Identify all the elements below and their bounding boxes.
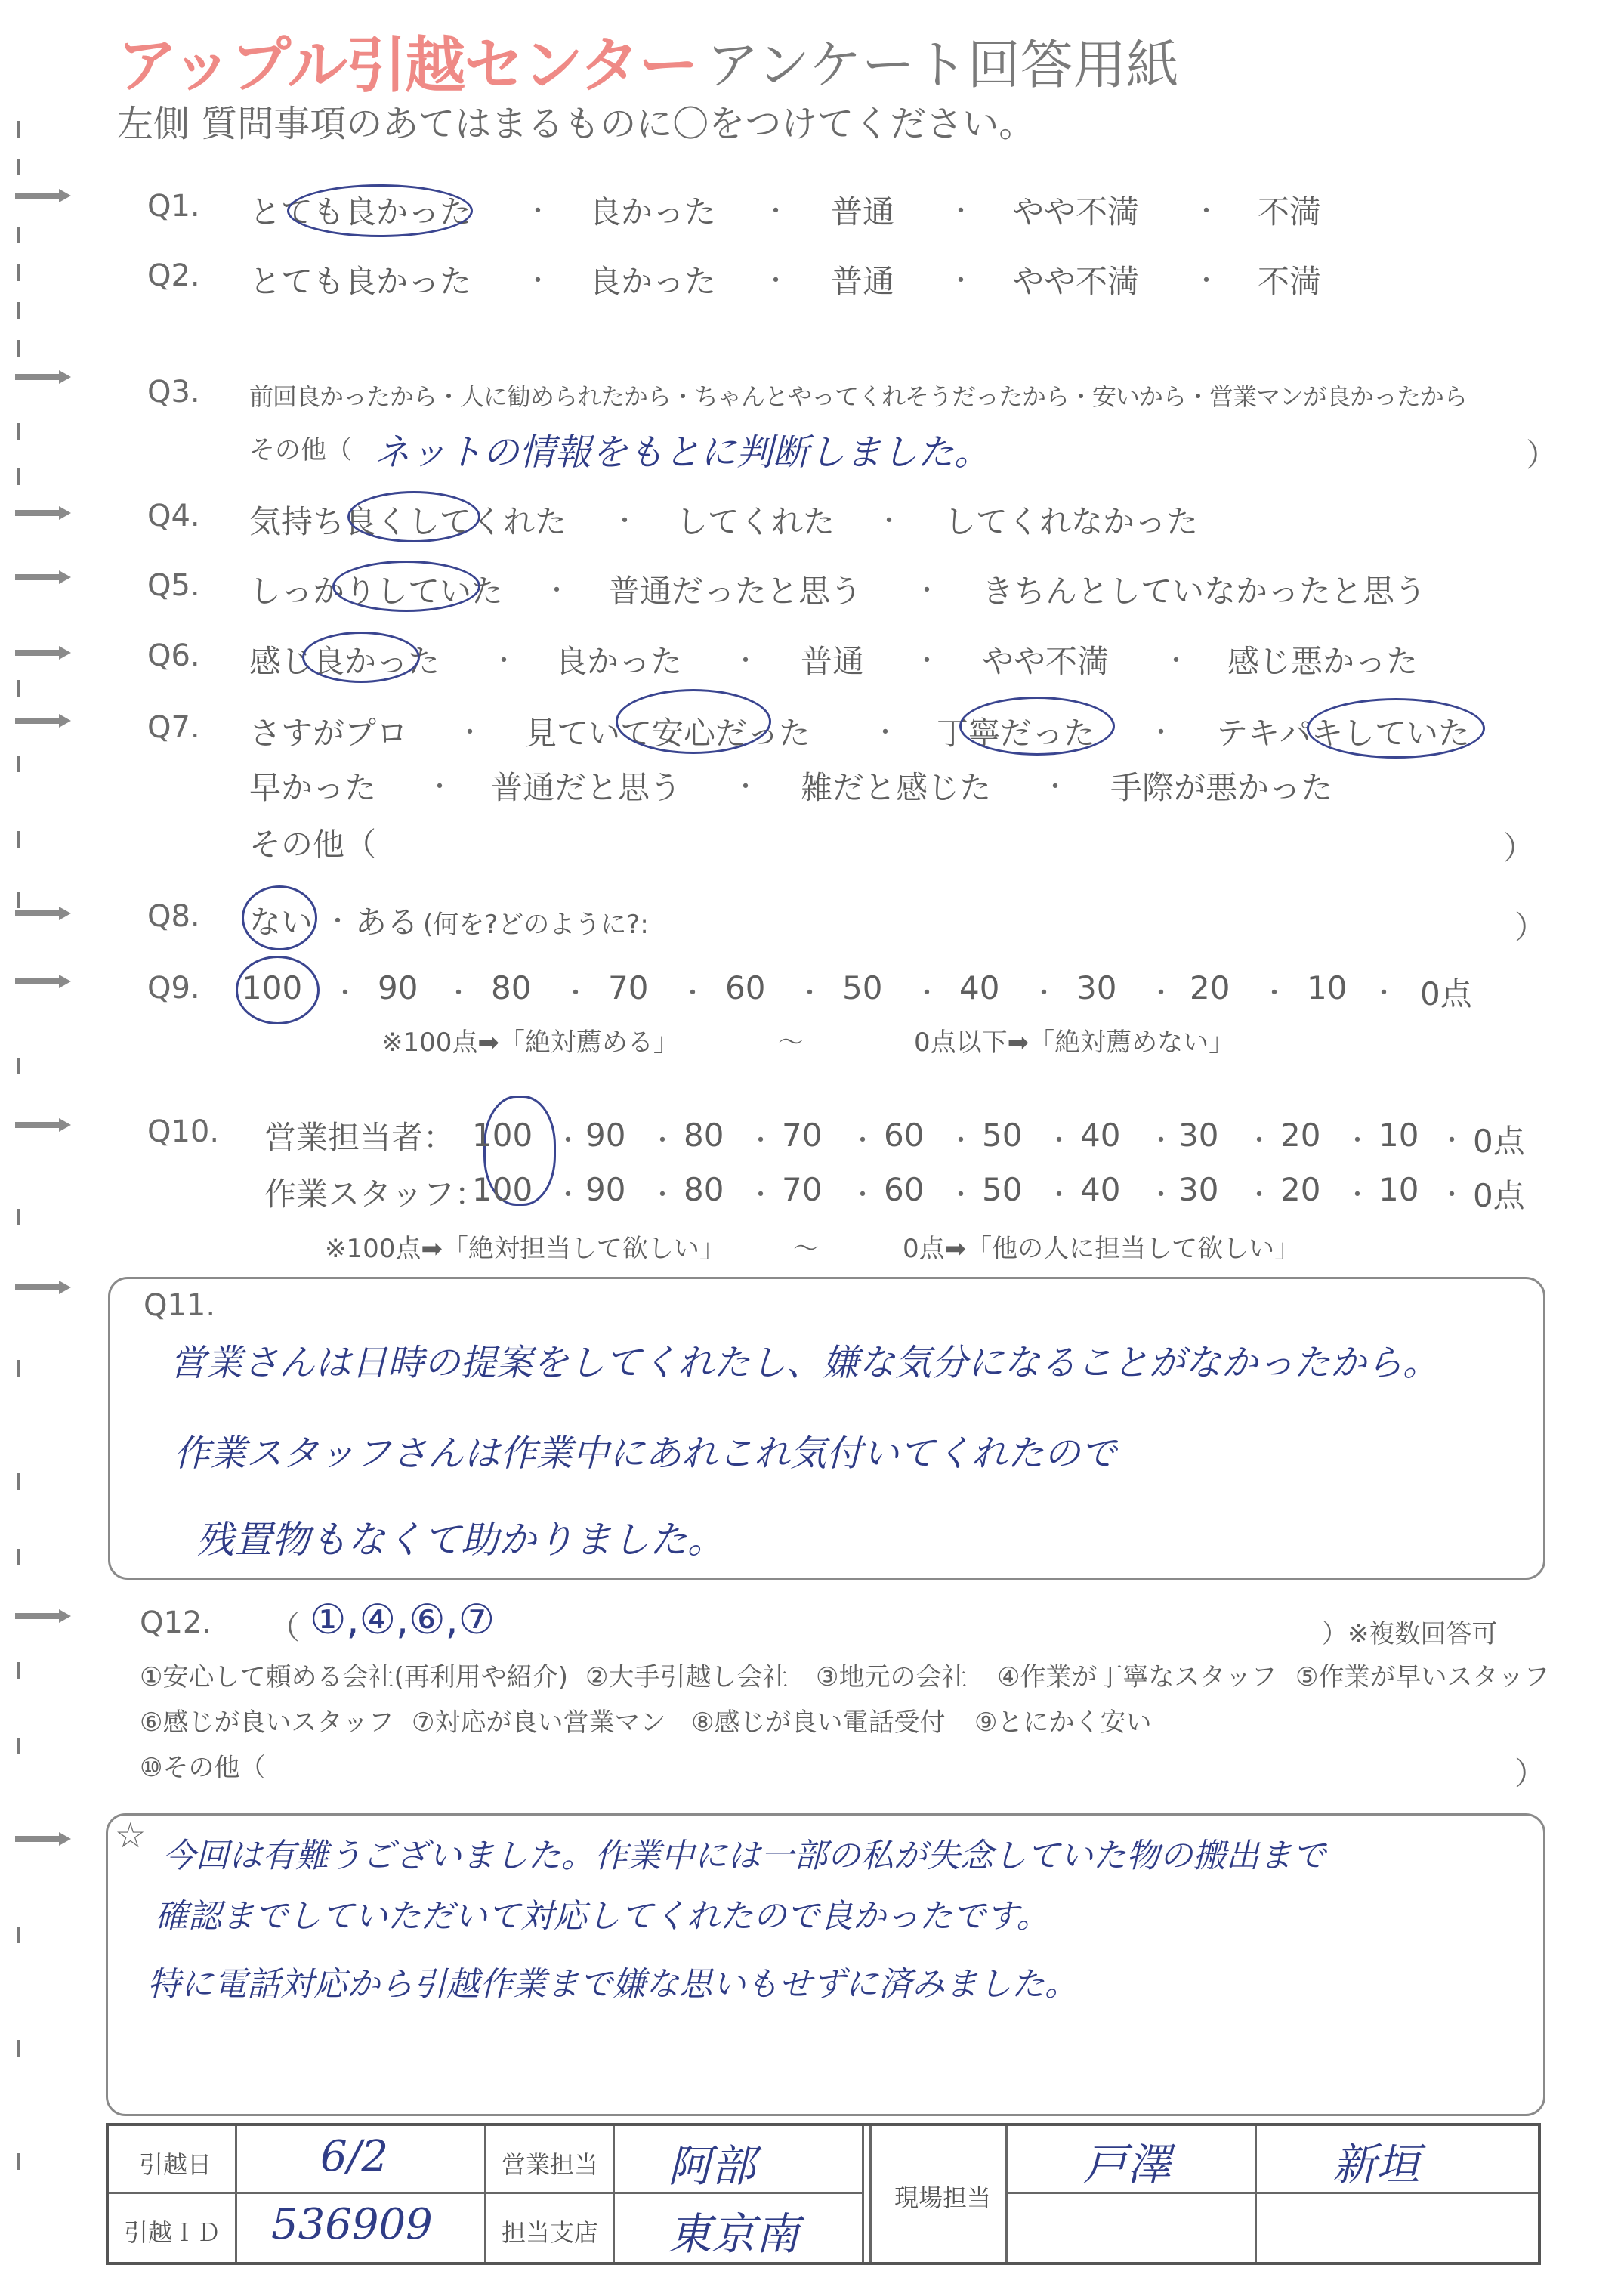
brand-title: アップル引越センター xyxy=(117,30,697,100)
q2-option[interactable]: 不満 xyxy=(1258,263,1322,300)
q1-option[interactable]: やや不満 xyxy=(1012,193,1140,230)
q12-multi-note: ）※複数回答可 xyxy=(1322,1619,1498,1649)
q4-option[interactable]: してくれた xyxy=(676,503,835,540)
q10-sales-score[interactable]: 20 xyxy=(1280,1117,1321,1154)
q10-staff-score[interactable]: 100 xyxy=(472,1171,533,1208)
sales-label: 営業担当 xyxy=(502,2150,599,2179)
q10-label: Q10. xyxy=(147,1114,220,1149)
q7-option[interactable]: 雑だと感じた xyxy=(801,769,992,806)
q9-score[interactable]: 40 xyxy=(959,969,1000,1006)
footer-table xyxy=(106,2123,1541,2265)
site-staff-label: 現場担当 xyxy=(894,2183,992,2212)
q12-choice: ⑦対応が良い営業マン xyxy=(412,1707,666,1738)
q10-staff-score[interactable]: 30 xyxy=(1178,1171,1219,1208)
q2-option[interactable]: 普通 xyxy=(831,263,895,300)
q12-choice: ④作業が丁寧なスタッフ xyxy=(997,1662,1277,1692)
q8-hint: (何を?どのように?: xyxy=(423,910,649,940)
q3-options[interactable]: 前回良かったから・人に勧められたから・ちゃんとやってくれそうだったから・安いから・営業マンが良かったから xyxy=(249,382,1468,411)
answer-circle xyxy=(347,491,480,542)
q10-staff-score[interactable]: 20 xyxy=(1280,1171,1321,1208)
q6-label: Q6. xyxy=(147,638,200,673)
q9-score[interactable]: 30 xyxy=(1076,969,1117,1006)
q5-option[interactable]: きちんとしていなかったと思う xyxy=(982,573,1427,610)
branch-name[interactable]: 東京南 xyxy=(668,2208,800,2260)
q2-option[interactable]: やや不満 xyxy=(1012,263,1140,300)
q12-choice: ①安心して頼める会社(再利用や紹介) xyxy=(140,1662,569,1692)
move-date-value[interactable]: 6/2 xyxy=(320,2132,389,2181)
q9-score[interactable]: 90 xyxy=(378,969,418,1006)
q12-label: Q12. xyxy=(140,1605,212,1640)
q10-staff-label: 作業スタッフ： xyxy=(264,1176,487,1213)
q10-staff-score[interactable]: 10 xyxy=(1379,1171,1419,1208)
q10-staff-score[interactable]: 50 xyxy=(982,1171,1023,1208)
q1-label: Q1. xyxy=(147,189,200,224)
q12-choice: ②大手引越し会社 xyxy=(585,1662,789,1692)
q11-answer-line: 残置物もなくて助かりました。 xyxy=(196,1518,725,1562)
q10-staff-score[interactable]: 40 xyxy=(1080,1171,1121,1208)
q10-sales-score[interactable]: 60 xyxy=(884,1117,925,1154)
q12-choice: ⑧感じが良い電話受付 xyxy=(691,1707,946,1738)
q9-score[interactable]: 0点 xyxy=(1420,975,1472,1012)
q9-score[interactable]: 100 xyxy=(242,969,303,1006)
site-staff-1[interactable]: 戸澤 xyxy=(1083,2139,1172,2190)
q4-option[interactable]: してくれなかった xyxy=(944,503,1199,540)
q9-note-left: ※100点➡「絶対薦める」 xyxy=(381,1028,679,1058)
answer-circle xyxy=(242,885,317,950)
q7-other-label: その他（ xyxy=(249,826,377,863)
q6-option[interactable]: 良かった xyxy=(555,643,683,680)
sales-name[interactable]: 阿部 xyxy=(668,2140,756,2192)
q8-option-no[interactable]: ない xyxy=(249,904,313,941)
q10-staff-score[interactable]: 60 xyxy=(884,1171,925,1208)
q10-staff-score[interactable]: 90 xyxy=(585,1171,626,1208)
q3-label: Q3. xyxy=(147,375,200,409)
q4-option[interactable]: 気持ち良くしてくれた xyxy=(249,503,567,540)
binder-strip xyxy=(0,0,83,2293)
q5-option[interactable]: 普通だったと思う xyxy=(608,573,863,610)
answer-circle xyxy=(332,561,480,612)
q7-option[interactable]: さすがプロ xyxy=(249,715,409,752)
q10-note-left: ※100点➡「絶対担当して欲しい」 xyxy=(325,1234,725,1264)
q8-label: Q8. xyxy=(147,899,200,934)
answer-circle xyxy=(287,184,473,237)
q3-other-answer[interactable]: ネットの情報をもとに判断しました。 xyxy=(374,431,991,474)
q11-label: Q11. xyxy=(144,1288,216,1323)
q5-label: Q5. xyxy=(147,568,200,603)
q10-sales-score[interactable]: 0点 xyxy=(1473,1123,1525,1160)
branch-label: 担当支店 xyxy=(502,2218,599,2247)
q10-sales-label: 営業担当者： xyxy=(264,1119,455,1156)
q10-sales-score[interactable]: 100 xyxy=(472,1117,533,1154)
q11-answer-line: 営業さんは日時の提案をしてくれたし、嫌な気分になることがなかったから。 xyxy=(170,1342,1440,1384)
q2-option[interactable]: とても良かった xyxy=(249,263,472,300)
move-id-label: 引越ＩＤ xyxy=(124,2218,221,2247)
q6-option[interactable]: やや不満 xyxy=(982,643,1110,680)
q1-option[interactable]: 不満 xyxy=(1258,193,1322,230)
q9-score[interactable]: 20 xyxy=(1190,969,1230,1006)
move-date-label: 引越日 xyxy=(139,2150,212,2179)
q12-choice: ⑤作業が早いスタッフ xyxy=(1295,1662,1550,1692)
form-title: アンケート回答用紙 xyxy=(706,34,1179,96)
answer-circle xyxy=(1307,698,1485,759)
comment-line: 今回は有難うございました。作業中には一部の私が失念していた物の搬出まで xyxy=(162,1837,1326,1875)
q10-sales-score[interactable]: 90 xyxy=(585,1117,626,1154)
comment-line: 特に電話対応から引越作業まで嫌な思いもせずに済みました。 xyxy=(147,1965,1078,2004)
answer-circle xyxy=(616,689,771,754)
q10-sales-score[interactable]: 80 xyxy=(684,1117,724,1154)
q3-other-label: その他（ xyxy=(249,435,352,465)
q6-option[interactable]: 感じ良かった xyxy=(249,643,440,680)
q1-option[interactable]: 良かった xyxy=(589,193,717,230)
q2-option[interactable]: 良かった xyxy=(589,263,717,300)
q12-choice: ⑨とにかく安い xyxy=(974,1707,1152,1738)
q7-option[interactable]: 見ていて安心だった xyxy=(525,715,811,752)
q1-option[interactable]: とても良かった xyxy=(249,193,472,230)
site-staff-2[interactable]: 新垣 xyxy=(1332,2139,1421,2190)
q7-option[interactable]: 早かった xyxy=(249,769,377,806)
q7-label: Q7. xyxy=(147,710,200,745)
q7-option[interactable]: 手際が悪かった xyxy=(1110,769,1333,806)
q12-choice: ③地元の会社 xyxy=(816,1662,968,1692)
q1-option[interactable]: 普通 xyxy=(831,193,895,230)
q11-answer-line: 作業スタッフさんは作業中にあれこれ気付いてくれたので xyxy=(174,1432,1117,1475)
q12-choice: ⑥感じが良いスタッフ xyxy=(140,1707,394,1738)
q10-sales-score[interactable]: 30 xyxy=(1178,1117,1219,1154)
q7-option[interactable]: テキパキしていた xyxy=(1216,715,1471,752)
q10-sales-score[interactable]: 40 xyxy=(1080,1117,1121,1154)
q5-option[interactable]: しっかりしていた xyxy=(249,573,504,610)
q7-option[interactable]: 普通だと思う xyxy=(491,769,682,806)
q9-score[interactable]: 70 xyxy=(608,969,649,1006)
q4-label: Q4. xyxy=(147,499,200,533)
comment-line: 確認までしていただいて対応してくれたので良かったです。 xyxy=(155,1897,1050,1936)
instruction-text: 左側 質問事項のあてはまるものに〇をつけてください。 xyxy=(117,103,1036,145)
star-icon: ☆ xyxy=(115,1815,147,1856)
q10-staff-score[interactable]: 0点 xyxy=(1473,1177,1525,1214)
q6-option[interactable]: 普通 xyxy=(801,643,865,680)
q9-label: Q9. xyxy=(147,971,200,1006)
q8-option-yes[interactable]: ある xyxy=(355,904,419,941)
q10-sales-score[interactable]: 10 xyxy=(1379,1117,1419,1154)
q10-sales-score[interactable]: 70 xyxy=(782,1117,823,1154)
q7-option[interactable]: 丁寧だった xyxy=(937,715,1096,752)
q10-staff-score[interactable]: 70 xyxy=(782,1171,823,1208)
q9-score[interactable]: 10 xyxy=(1307,969,1348,1006)
answer-circle xyxy=(959,697,1115,756)
q9-score[interactable]: 60 xyxy=(725,969,766,1006)
q2-label: Q2. xyxy=(147,258,200,293)
q10-staff-score[interactable]: 80 xyxy=(684,1171,724,1208)
q9-note-right: 0点以下➡「絶対薦めない」 xyxy=(914,1028,1235,1058)
answer-circle xyxy=(302,632,420,683)
q6-option[interactable]: 感じ悪かった xyxy=(1227,643,1419,680)
q12-other-label: ⑩その他（ xyxy=(140,1753,266,1783)
q9-score[interactable]: 50 xyxy=(842,969,883,1006)
move-id-value[interactable]: 536909 xyxy=(271,2200,433,2249)
q10-sales-score[interactable]: 50 xyxy=(982,1117,1023,1154)
q12-answer[interactable]: ①,④,⑥,⑦ xyxy=(310,1596,496,1643)
q9-score[interactable]: 80 xyxy=(491,969,532,1006)
q10-note-right: 0点➡「他の人に担当して欲しい」 xyxy=(903,1234,1301,1264)
